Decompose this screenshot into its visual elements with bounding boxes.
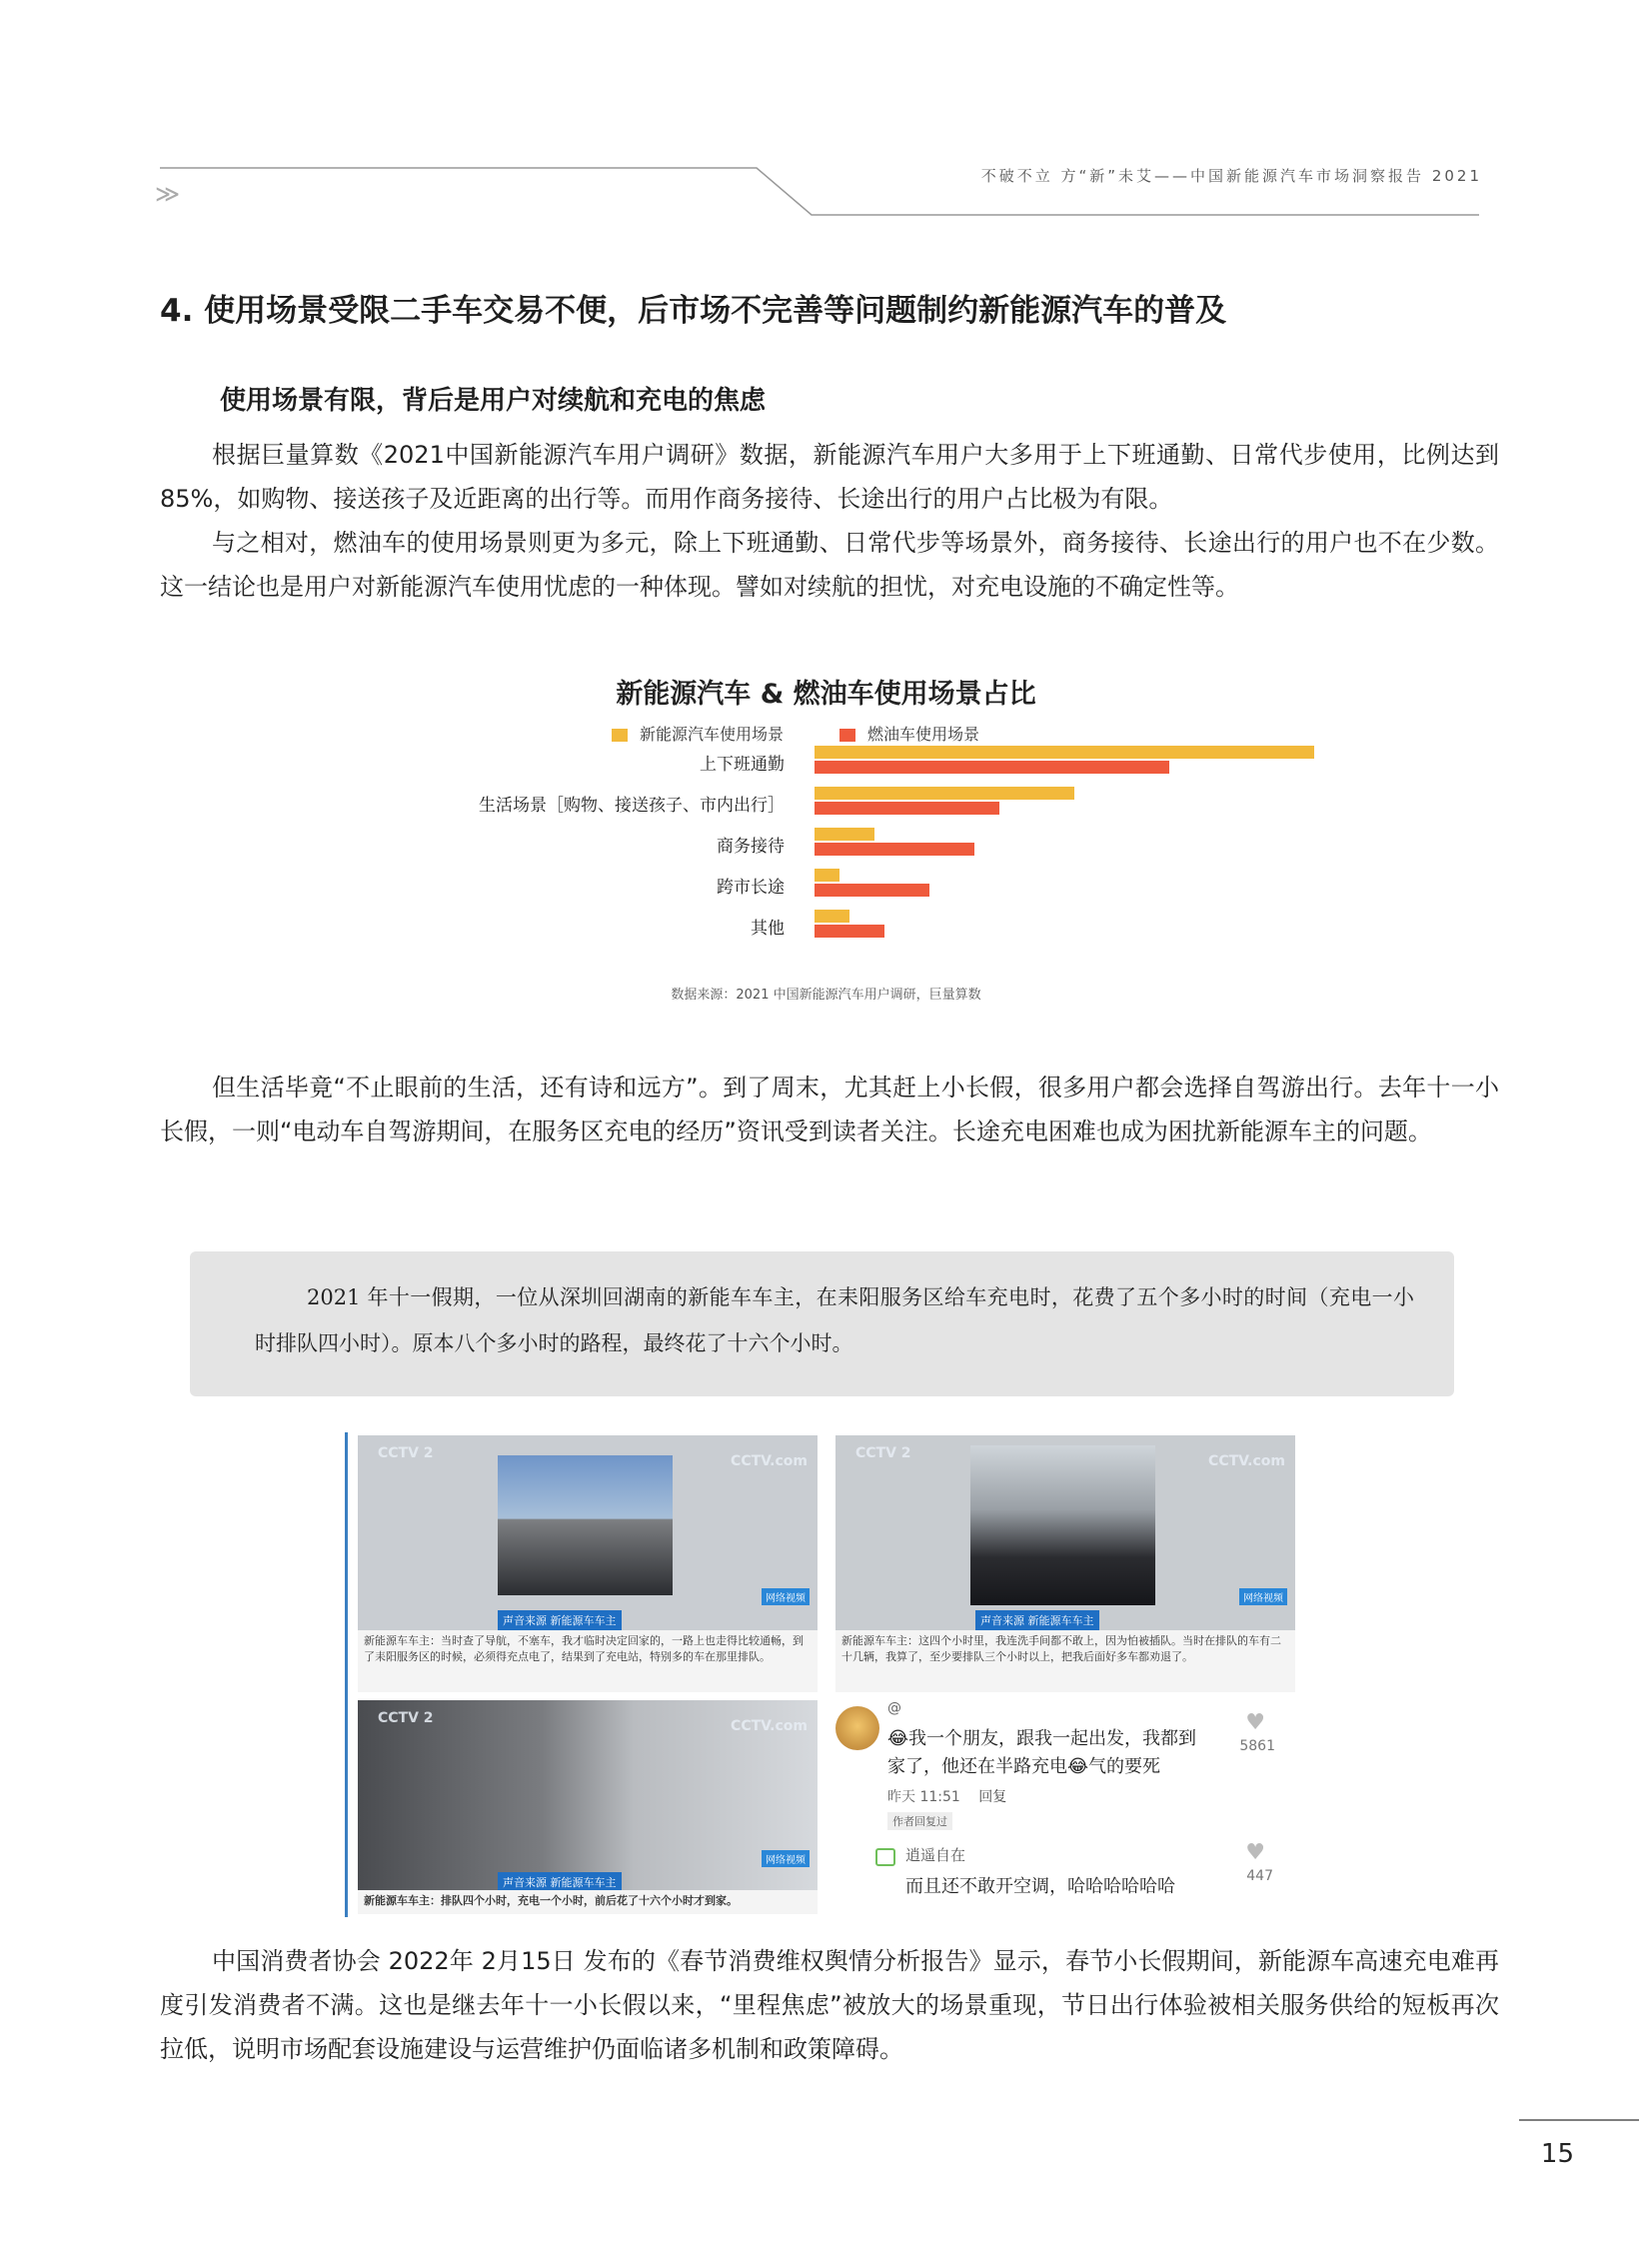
heart-icon[interactable]: ♥ [1245, 1840, 1265, 1865]
bar-ice [815, 925, 884, 938]
footer-rule [1519, 2117, 1639, 2123]
comments-panel [835, 1700, 1295, 1914]
reply-link[interactable]: 回复 [978, 1789, 1007, 1805]
emoji-icon: 😂 [887, 1728, 909, 1749]
comment-1-line-1 [887, 1724, 1196, 1750]
bar-nev [815, 910, 849, 923]
comment-2-author: 逍遥自在 [905, 1846, 966, 1864]
news-collage [345, 1432, 1297, 1917]
bar-ice [815, 884, 929, 897]
like-count: 447 [1246, 1868, 1273, 1884]
category-label: 跨市长途 [717, 878, 785, 898]
section-subtitle: 使用场景有限，背后是用户对续航和充电的焦虑 [220, 386, 767, 416]
paragraph-3: 但生活毕竟“不止眼前的生活，还有诗和远方”。到了周末，尤其赶上小长假，很多用户都会选择自驾游出行。去年十一小长假，一则“电动车自驾游期间，在服务区充电的经历”资讯受到读者关注。长途充电困难也成为困扰新能源车主的问题。 [160, 1074, 1499, 1145]
comment-1-text-b: 家了，他还在半路充电 [887, 1756, 1067, 1777]
cctv-com-logo: CCTV.com [731, 1718, 808, 1734]
paragraph-4: 中国消费者协会 2022年 2月15日 发布的《春节消费维权舆情分析报告》显示，春节小长假期间，新能源车高速充电难再度引发消费者不满。这也是继去年十一小长假以来，“里程焦虑”被放大的场景重现，节日出行体验被相关服务供给的短板再次拉低，说明市场配套设施建设与运营维护仍面临诸多机制和政策障碍。 [160, 1947, 1499, 2063]
cctv-com-logo: CCTV.com [731, 1453, 808, 1469]
caption-1: 新能源车车主：当时查了导航，不塞车，我才临时决定回家的，一路上也走得比较通畅，到了耒阳服务区的时候，必须得充点电了，结果到了充电站，特别多的车在那里排队。 [358, 1630, 818, 1692]
comment-1-text-a: 我一个朋友，跟我一起出发，我都到 [908, 1728, 1197, 1749]
chart-source: 数据来源：2021 中国新能源汽车用户调研，巨量算数 [671, 988, 981, 1003]
header-report-title: 不破不立 方“新”未艾——中国新能源汽车市场洞察报告 2021 [980, 167, 1482, 185]
paragraph-1: 根据巨量算数《2021中国新能源汽车用户调研》数据，新能源汽车用户大多用于上下班通勤、日常代步使用，比例达到 85%，如购物、接送孩子及近距离的出行等。而用作商务接待、长途出行的用户占比极为有限。 [160, 441, 1499, 513]
comment-1-line-2 [887, 1752, 1160, 1778]
heart-icon[interactable]: ♥ [1245, 1710, 1265, 1735]
bar-ice [815, 843, 974, 856]
category-label: 商务接待 [717, 837, 785, 857]
legend-label-ice: 燃油车使用场景 [867, 725, 980, 744]
news-photo-1 [358, 1435, 818, 1630]
news-tag: 网络视频 [762, 1850, 810, 1867]
section-title: 4. 使用场景受限二手车交易不便，后市场不完善等问题制约新能源汽车的普及 [160, 293, 1227, 329]
header-rule [0, 0, 1652, 230]
cctv-com-logo: CCTV.com [1208, 1453, 1285, 1469]
charging-station-image [970, 1445, 1155, 1605]
avatar [835, 1706, 879, 1750]
cctv-logo: CCTV 2 [378, 1710, 434, 1726]
comment-time: 昨天 11:51 [887, 1789, 960, 1805]
comment-2-text: 而且还不敢开空调，哈哈哈哈哈哈 [905, 1876, 1175, 1897]
source-tag: 声音来源 新能源车车主 [975, 1610, 1099, 1630]
comment-1-meta [887, 1786, 1006, 1806]
news-tag: 网络视频 [762, 1588, 810, 1605]
comment-icon [875, 1848, 895, 1866]
caption-2: 新能源车车主：这四个小时里，我连洗手间都不敢上，因为怕被插队。当时在排队的车有二十几辆，我算了，至少要排队三个小时以上，把我后面好多车都劝退了。 [835, 1630, 1295, 1692]
news-photo-2 [835, 1435, 1295, 1630]
news-photo-3 [358, 1700, 818, 1890]
news-tag: 网络视频 [1239, 1588, 1287, 1605]
source-tag: 声音来源 新能源车车主 [498, 1610, 622, 1630]
source-tag: 声音来源 新能源车车主 [498, 1872, 622, 1890]
like-count: 5861 [1239, 1738, 1275, 1754]
comment-at: @ [887, 1700, 901, 1716]
caption-3: 新能源车车主：排队四个小时，充电一个小时，前后花了十六个小时才到家。 [358, 1890, 818, 1914]
bar-chart [0, 740, 1652, 980]
quote-text: 2021 年十一假期，一位从深圳回湖南的新能车车主，在耒阳服务区给车充电时，花费了五个多小时的时间（充电一小时排队四小时）。原本八个多小时的路程，最终花了十六个小时。 [255, 1285, 1414, 1355]
cctv-logo: CCTV 2 [378, 1445, 434, 1461]
bar-nev [815, 746, 1314, 759]
category-label: 上下班通勤 [700, 755, 785, 775]
bar-nev [815, 869, 839, 882]
bar-nev [815, 787, 1074, 800]
category-label: 生活场景［购物、接送孩子、市内出行］ [479, 796, 785, 816]
emoji-icon: 😂 [1067, 1756, 1089, 1777]
page-number: 15 [1540, 2139, 1574, 2169]
author-replied-badge: 作者回复过 [887, 1812, 952, 1830]
category-label: 其他 [751, 919, 785, 939]
parking-lot-image [498, 1455, 673, 1595]
comment-1-text-c: 气的要死 [1088, 1756, 1161, 1777]
chart-title: 新能源汽车 & 燃油车使用场景占比 [616, 679, 1036, 710]
cctv-logo: CCTV 2 [855, 1445, 911, 1461]
bar-nev [815, 828, 874, 841]
paragraph-2: 与之相对，燃油车的使用场景则更为多元，除上下班通勤、日常代步等场景外，商务接待、长途出行的用户也不在少数。这一结论也是用户对新能源汽车使用忧虑的一种体现。譬如对续航的担忧，对充电设施的不确定性等。 [160, 529, 1499, 601]
bar-ice [815, 761, 1169, 774]
bar-ice [815, 802, 999, 815]
legend-label-nev: 新能源汽车使用场景 [640, 725, 785, 744]
chevron-icon: ≫ [155, 180, 175, 208]
